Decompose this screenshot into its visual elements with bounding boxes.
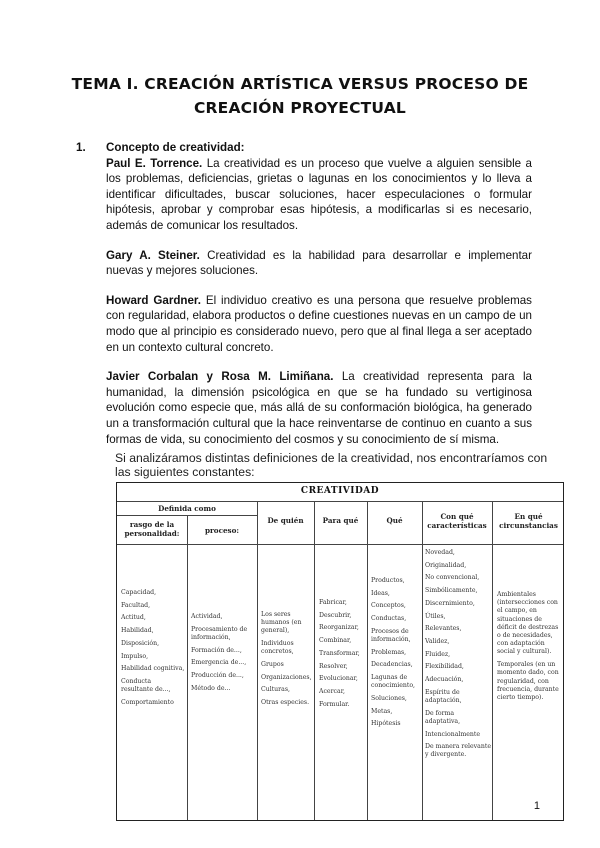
table-cell-item: Lagunas de conocimiento, [371, 674, 416, 690]
table-rule [492, 501, 493, 820]
table-cell-item: Acercar, [319, 687, 345, 695]
column-circunstancias [497, 591, 561, 707]
table-cell-item: Conductas, [371, 615, 407, 623]
table-cell-item: Producción de..., [191, 672, 244, 680]
section-concepto [76, 140, 532, 461]
column-rasgo [121, 589, 185, 712]
table-cell-item: Espíritu de adaptación, [425, 688, 462, 704]
document-title [40, 72, 560, 120]
table-intro: Si analizáramos distintas definiciones de la creatividad, nos encontraríamos con las siguientes constantes: [115, 451, 548, 479]
section-heading: Concepto de creatividad: [106, 141, 245, 154]
table-rule [367, 501, 368, 820]
table-cell-item: Los seres humanos (en general), [261, 611, 302, 635]
table-cell-item: Conceptos, [371, 602, 406, 610]
table-cell-item: Formación de..., [191, 646, 242, 654]
header-paraque: Para qué [322, 516, 359, 525]
table-cell-item: Fluidez, [425, 650, 451, 658]
table-cell-item: Decadencias, [371, 661, 413, 669]
definition-author: Javier Corbalan y Rosa M. Limiñana. [106, 370, 334, 384]
table-cell-item: Disposición, [121, 639, 160, 647]
table-rule [257, 501, 258, 820]
table-cell-item: Individuos concretos, [261, 640, 294, 656]
definition-steiner [106, 248, 532, 279]
table-cell-item: Problemas, [371, 648, 407, 656]
table-cell-item: Transformar, [319, 649, 360, 657]
definition-gardner [106, 293, 532, 355]
table-cell-item: Actitud, [121, 614, 146, 622]
table-cell-item: Metas, [371, 707, 393, 715]
title-line-2: CREACIÓN PROYECTUAL [193, 99, 407, 117]
table-cell-item: Conducta resultante de..., [121, 677, 171, 694]
table-cell-item: Ambientales (intersecciones con el campo, en situaciones de déficit de destrezas o de necesidades, con adaptación social y cultural). [497, 591, 559, 656]
table-cell-item: Otras especies. [261, 699, 310, 707]
definition-text: La creatividad es un proceso que vuelve a alguien sensible a los problemas, deficiencias, grietas o lagunas en los conocimientos y lo lleva a identificar dificultades, buscar soluciones, hacer especulaciones o formular hipótesis, aprobar y comprobar esas hipótesis, a modificarlas si es necesario, además de comunicar los resultados. [106, 156, 532, 232]
section-number: 1. [76, 141, 86, 154]
table-cell-item: Formular. [319, 700, 350, 708]
table-cell-item: No convencional, [425, 574, 480, 582]
table-cell-item: Emergencia de..., [191, 659, 247, 667]
table-cell-item: Discernimiento, [425, 599, 475, 607]
table-cell-item: Descubrir, [319, 611, 352, 619]
table-cell-item: Útiles, [425, 612, 446, 620]
table-title: CREATIVIDAD [300, 486, 380, 496]
table-cell-item: Capacidad, [121, 589, 157, 596]
header-proceso: proceso: [204, 526, 240, 535]
definition-author: Paul E. Torrence. [106, 156, 203, 170]
column-paraque [319, 599, 365, 713]
definition-author: Gary A. Steiner. [106, 248, 200, 262]
table-cell-item: Habilidad, [121, 627, 154, 635]
title-line-1: TEMA I. CREACIÓN ARTÍSTICA VERSUS PROCESO DE [71, 75, 529, 93]
definition-text: Creatividad es la habilidad para desarrollar e implementar nuevas y mejores soluciones. [106, 248, 532, 278]
creatividad-table [116, 482, 564, 821]
definition-corbalan [106, 369, 532, 447]
table-cell-item: Facultad, [121, 601, 151, 609]
header-quien: De quién [267, 516, 304, 525]
header-rasgo: rasgo de la personalidad: [124, 520, 180, 538]
table-rule [422, 501, 423, 820]
table-cell-item: De forma adaptativa, [425, 709, 461, 725]
table-cell-item: Procesos de información, [371, 627, 411, 644]
table-cell-item: Validez, [425, 637, 450, 645]
table-cell-item: Flexibilidad, [425, 663, 464, 671]
column-caracteristicas [425, 549, 491, 764]
table-cell-item: Evolucionar, [319, 675, 358, 683]
table-cell-item: Fabricar, [319, 599, 347, 606]
table-rule [117, 501, 563, 502]
table-cell-item: Temporales (en un momento dado, con regularidad, con frecuencia, durante cierto tiempo). [497, 661, 559, 701]
table-cell-item: Hipótesis [371, 720, 401, 728]
table-cell-item: Procesamiento de información, [191, 625, 248, 641]
column-que [371, 577, 421, 733]
table-cell-item: Adecuación, [425, 676, 464, 684]
table-cell-item: Comportamiento [121, 698, 174, 706]
definition-author: Howard Gardner. [106, 293, 202, 307]
table-cell-item: Soluciones, [371, 695, 407, 703]
table-rule [187, 515, 188, 820]
table-cell-item: Reorganizar, [319, 624, 359, 632]
table-cell-item: Relevantes, [425, 625, 462, 633]
table-cell-item: Actividad, [191, 613, 223, 620]
table-cell-item: Intencionalmente [425, 730, 481, 738]
header-definida-como: Definida como [158, 504, 216, 513]
header-caracteristicas: Con qué características [427, 512, 487, 530]
table-cell-item: Habilidad cognitiva, [121, 665, 185, 673]
table-cell-item: Organizaciones, [261, 673, 312, 681]
table-cell-item: Novedad, [425, 549, 455, 556]
definition-text: La creatividad representa para la humanidad, la dimensión psicológica en que se ha fundado su vertiginosa evolución como especie que, más allá de su conformación biológica, ha generado un a transformación cultural que la hace reinventarse de continuo en cuanto a sus formas de vida, su conocimiento del cosmos y su conocimiento de sí misma. [106, 370, 532, 446]
column-quien [261, 611, 313, 712]
column-proceso [191, 613, 255, 697]
header-que: Qué [386, 516, 403, 525]
table-cell-item: De manera relevante y divergente. [425, 743, 491, 759]
table-cell-item: Simbólicamente, [425, 587, 478, 595]
page-number: 1 [533, 800, 540, 812]
header-circunstancias: En qué circunstancias [499, 512, 558, 530]
table-rule [314, 501, 315, 820]
table-cell-item: Originalidad, [425, 561, 467, 569]
table-cell-item: Método de... [191, 684, 231, 692]
table-cell-item: Combinar, [319, 637, 352, 645]
table-cell-item: Grupos [261, 661, 284, 669]
table-cell-item: Impulso, [121, 652, 149, 660]
table-cell-item: Culturas, [261, 686, 290, 694]
table-cell-item: Ideas, [371, 589, 390, 597]
definition-torrence [106, 156, 532, 234]
definition-text: El individuo creativo es una persona que resuelve problemas con regularidad, elabora productos o define cuestiones nuevas en un campo de un modo que al principio es considerado nuevo, pero que al final llega a ser aceptado en un contexto cultural concreto. [106, 293, 532, 354]
table-cell-item: Productos, [371, 577, 405, 584]
table-rule [117, 544, 563, 545]
table-cell-item: Resolver, [319, 662, 348, 670]
